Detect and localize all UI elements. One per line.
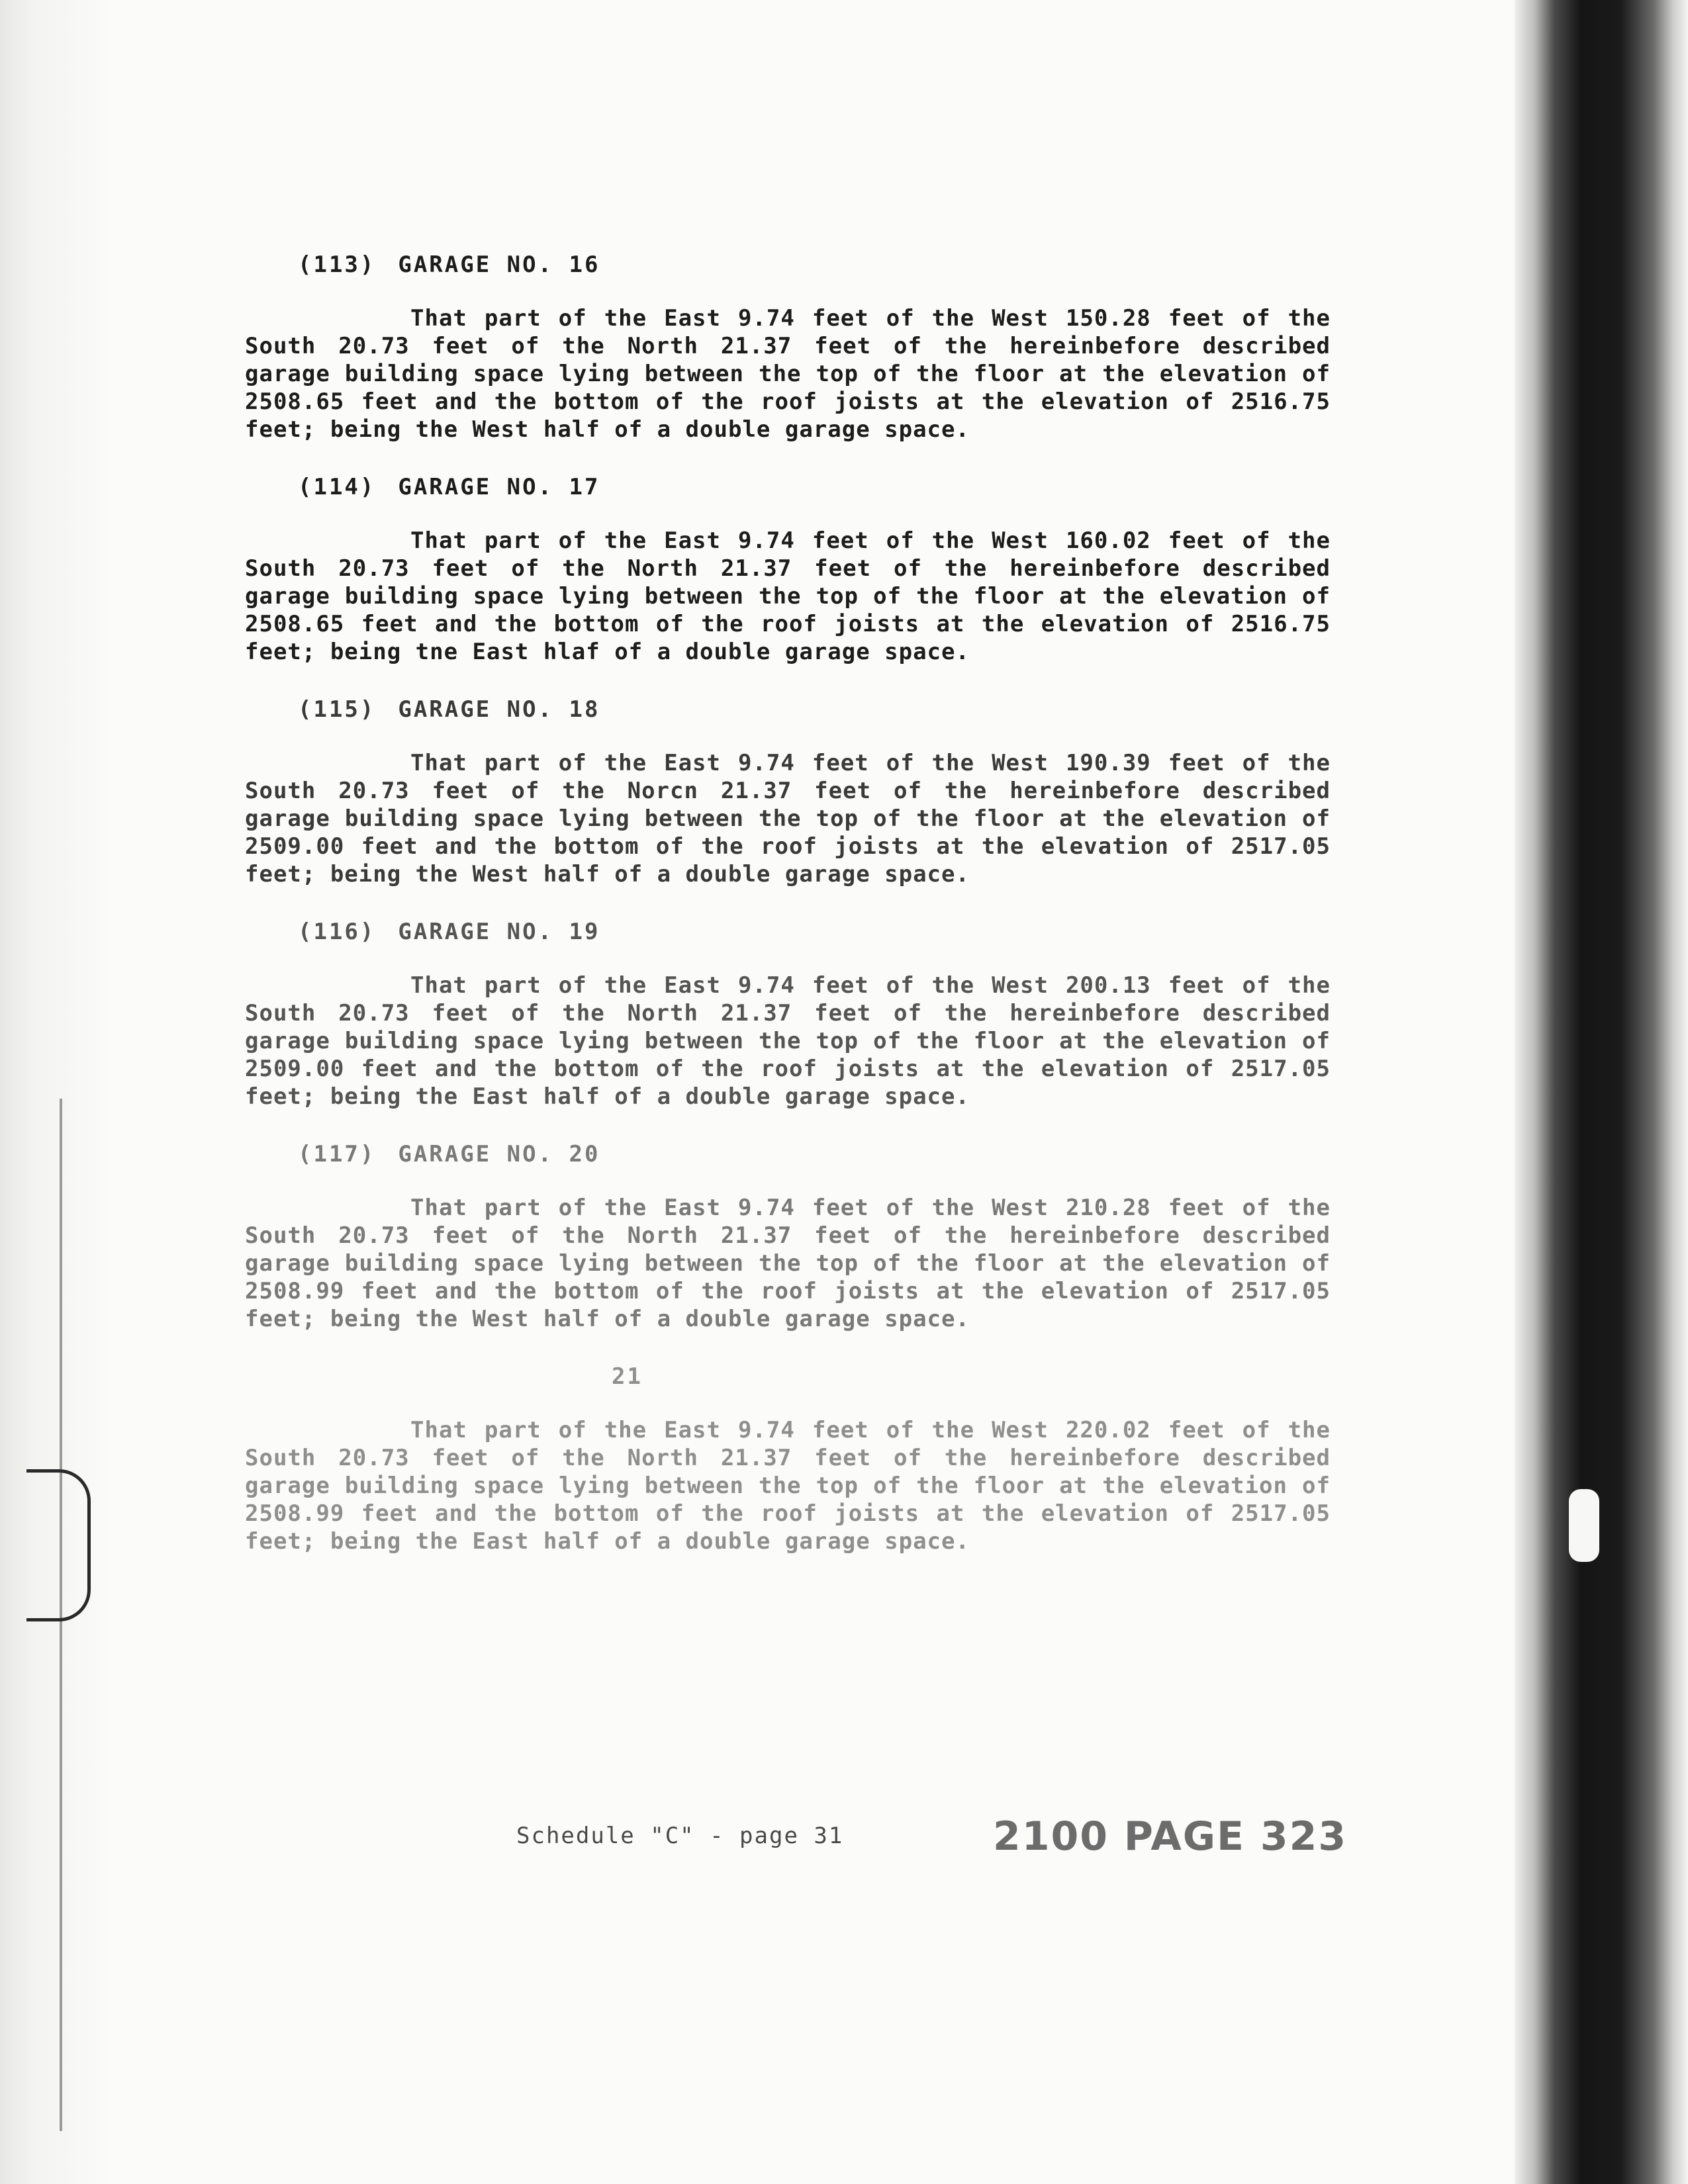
entry-115 (245, 696, 1357, 888)
binder-bracket (26, 1469, 91, 1621)
entry-title: GARAGE NO. 19 (398, 919, 600, 945)
entry-number: (114) (298, 474, 376, 500)
entry-heading (298, 251, 1357, 278)
binder-clip-mark (1569, 1489, 1599, 1562)
scan-left-edge (0, 0, 113, 2184)
entry-description: That part of the East 9.74 feet of the West 210.28 feet of the South 20.73 feet of the North 21.37 feet of the hereinbefore described garage building space lying between the top of the floor at the elevation of 2508.99 feet and the bottom of the roof joists at the elevation of 2517.05 feet; being the West half of a double garage space. (245, 1195, 1331, 1332)
entry-heading (298, 696, 1357, 723)
entry-title: 21 (612, 1363, 643, 1390)
entry-title: GARAGE NO. 16 (398, 251, 600, 278)
entry-number: (115) (298, 696, 376, 723)
book-page-stamp: 2100 PAGE 323 (993, 1813, 1348, 1860)
entry-number: (117) (298, 1141, 376, 1167)
entry-113 (245, 251, 1357, 443)
entry-description: That part of the East 9.74 feet of the West 160.02 feet of the South 20.73 feet of the North 21.37 feet of the hereinbefore described garage building space lying between the top of the floor at the elevation of 2508.65 feet and the bottom of the roof joists at the elevation of 2516.75 feet; being tne East hlaf of a double garage space. (245, 527, 1331, 665)
entry-number: (113) (298, 251, 376, 278)
entry-description: That part of the East 9.74 feet of the West 190.39 feet of the South 20.73 feet of the Norcn 21.37 feet of the hereinbefore described garage building space lying between the top of the floor at the elevation of 2509.00 feet and the bottom of the roof joists at the elevation of 2517.05 feet; being the West half of a double garage space. (245, 750, 1331, 887)
entry-description: That part of the East 9.74 feet of the West 220.02 feet of the South 20.73 feet of the North 21.37 feet of the hereinbefore described garage building space lying between the top of the floor at the elevation of 2508.99 feet and the bottom of the roof joists at the elevation of 2517.05 feet; being the East half of a double garage space. (245, 1417, 1331, 1555)
document-body (245, 251, 1357, 1906)
entry-description: That part of the East 9.74 feet of the West 150.28 feet of the South 20.73 feet of the North 21.37 feet of the hereinbefore described garage building space lying between the top of the floor at the elevation of 2508.65 feet and the bottom of the roof joists at the elevation of 2516.75 feet; being the West half of a double garage space. (245, 305, 1331, 443)
entry-description: That part of the East 9.74 feet of the West 200.13 feet of the South 20.73 feet of the North 21.37 feet of the hereinbefore described garage building space lying between the top of the floor at the elevation of 2509.00 feet and the bottom of the roof joists at the elevation of 2517.05 feet; being the East half of a double garage space. (245, 972, 1331, 1110)
page-number-label: Schedule "C" - page 31 (516, 1823, 844, 1849)
entry-title: GARAGE NO. 17 (398, 474, 600, 500)
entry-116 (245, 919, 1357, 1111)
entry-heading (298, 919, 1357, 945)
entry-title: GARAGE NO. 18 (398, 696, 600, 723)
entry-118 (245, 1363, 1357, 1555)
page-footer (516, 1813, 1377, 1866)
scan-binding-shadow (1515, 0, 1688, 2184)
entry-number: (116) (298, 919, 376, 945)
entry-117 (245, 1141, 1357, 1333)
entry-heading (589, 1363, 1357, 1390)
entry-114 (245, 474, 1357, 666)
entry-heading (298, 1141, 1357, 1167)
entry-title: GARAGE NO. 20 (398, 1141, 600, 1167)
entry-heading (298, 474, 1357, 500)
